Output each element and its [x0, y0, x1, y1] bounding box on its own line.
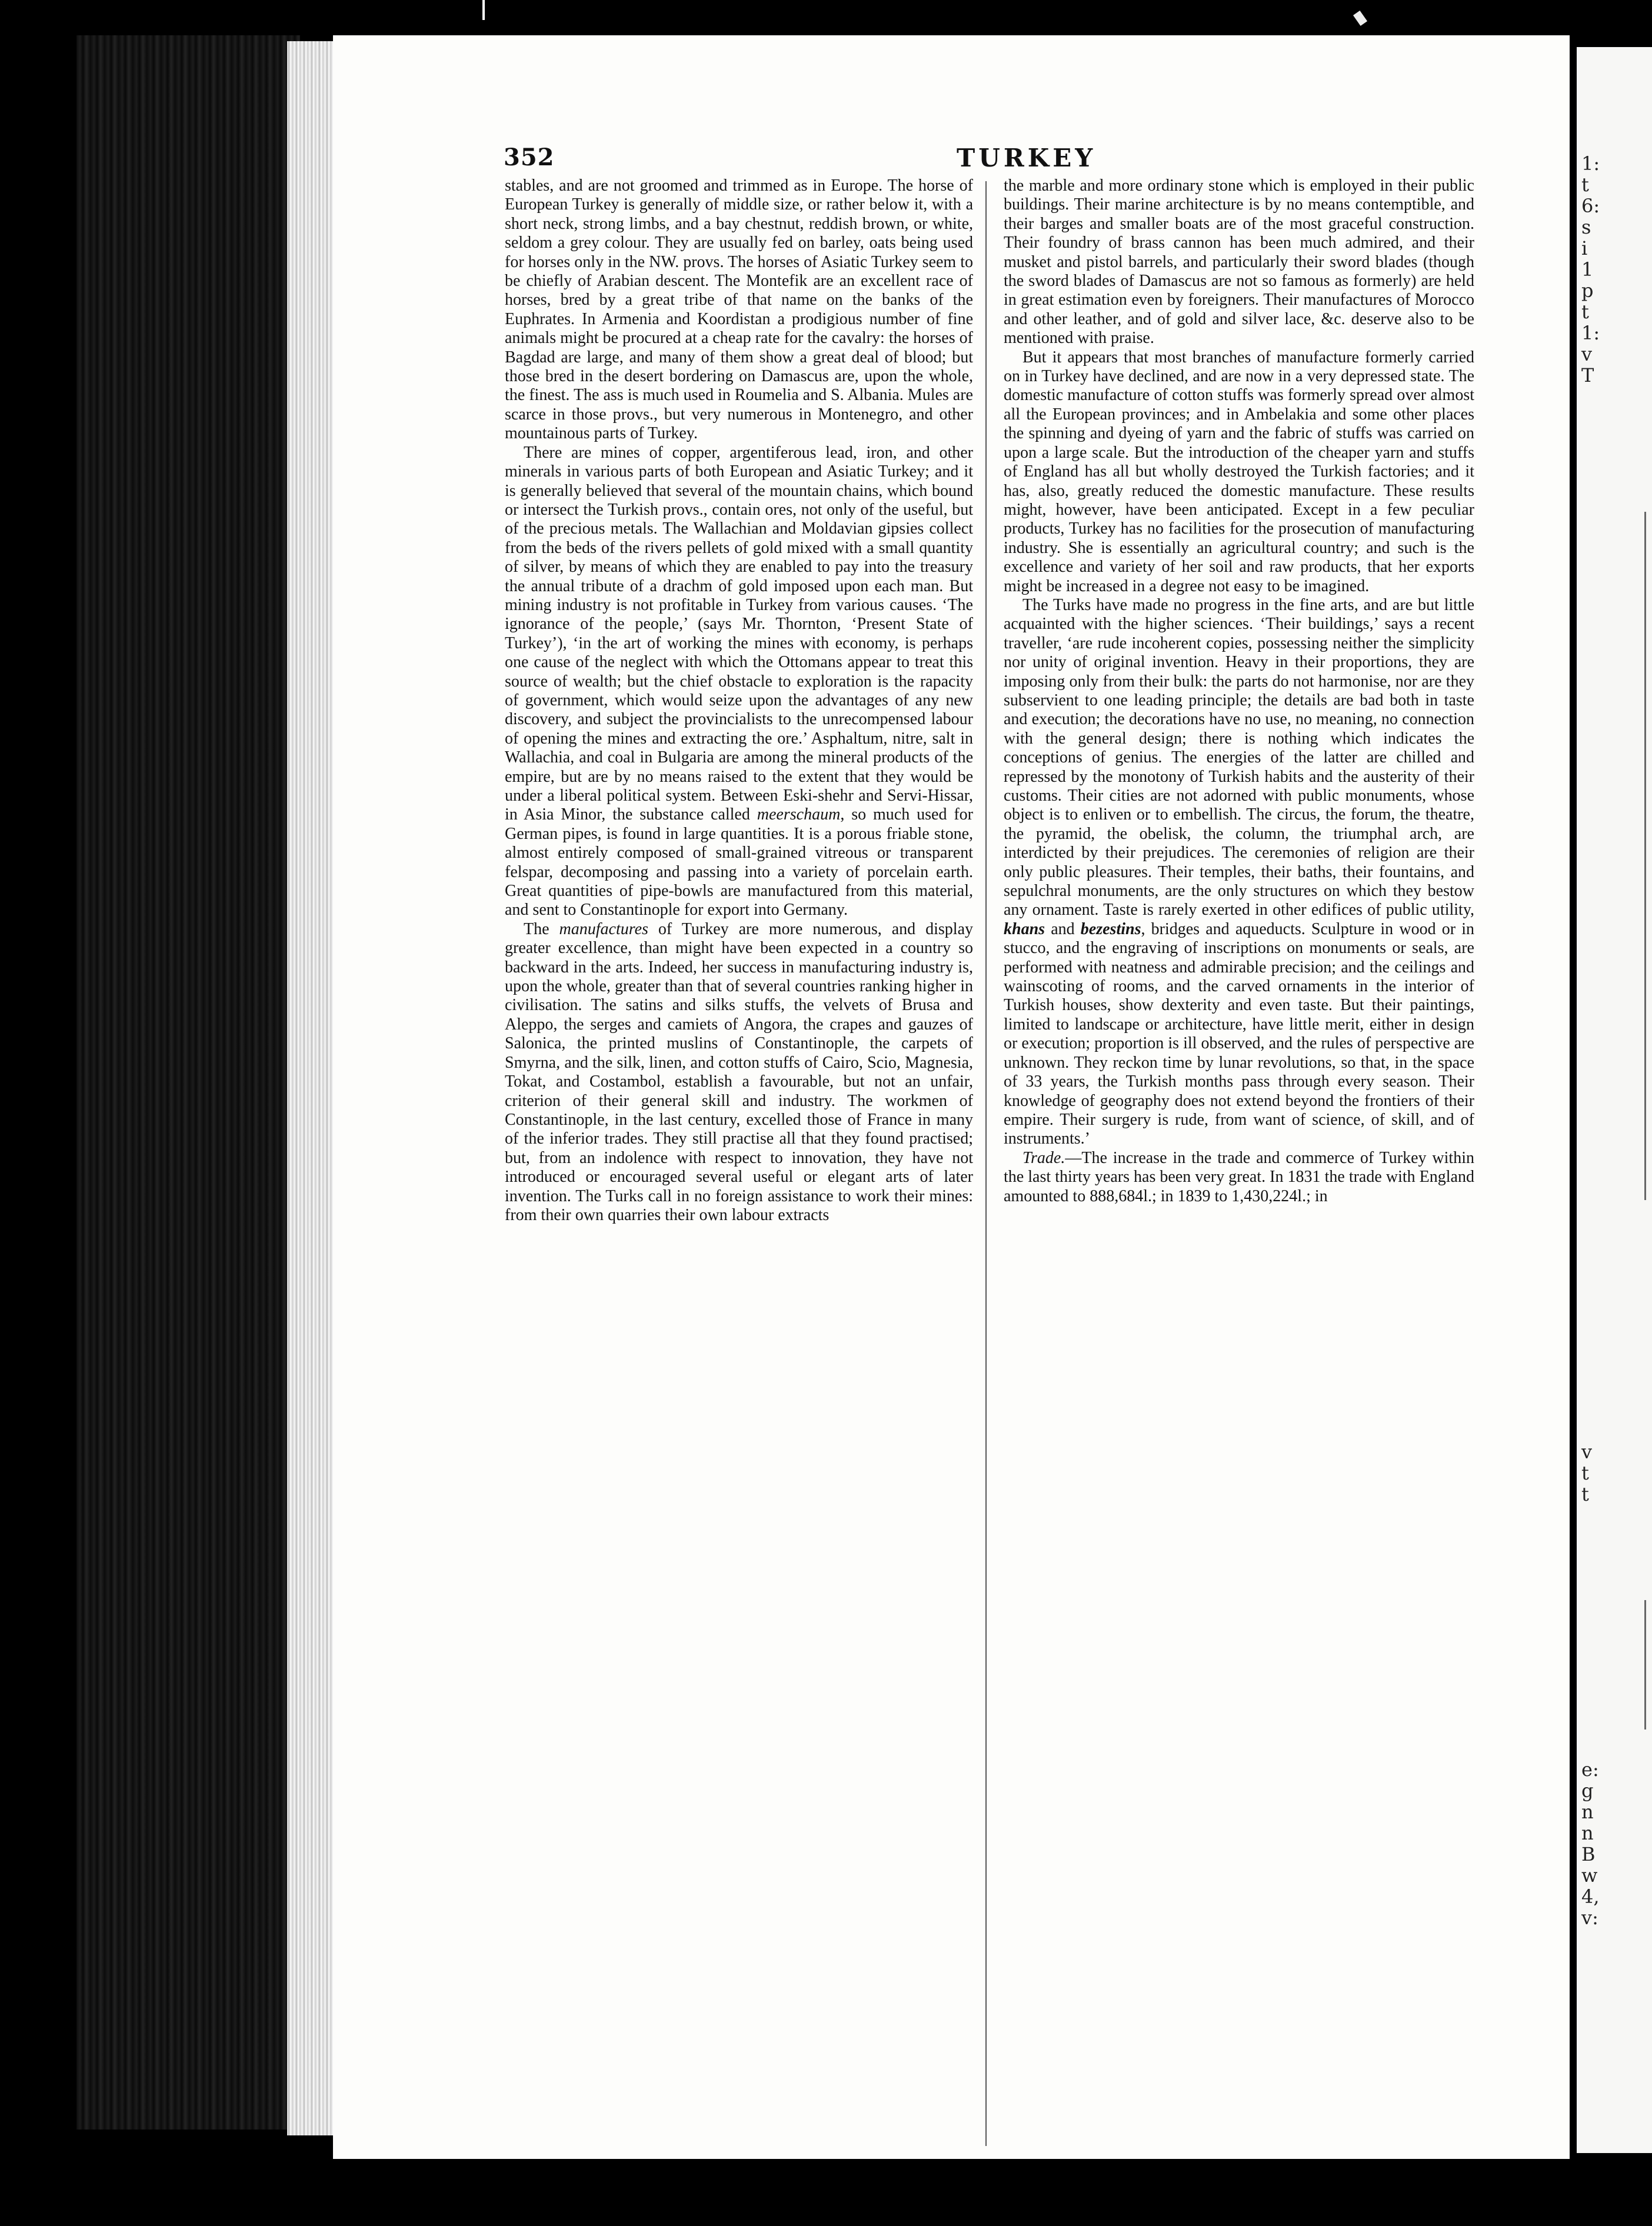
scan-artifact — [1353, 11, 1367, 26]
adjacent-fragments-bottom: e: g n n B w 4, v: — [1581, 1758, 1600, 1929]
section-lead: Trade. — [1022, 1148, 1065, 1167]
page-edges — [287, 41, 334, 2135]
page-number: 352 — [504, 144, 555, 171]
adjacent-fragments-top: 1: t 6: s i 1 p t 1: v T — [1581, 152, 1600, 386]
text-column-left — [505, 176, 973, 1225]
adjacent-fragments-mid: v t t — [1581, 1441, 1593, 1505]
paragraph: the marble and more ordinary stone which is employed in their public buildings. Their marine architecture is by no means contemptible, and their barges and smaller boats are of the most graceful construction. Their foundry of brass cannon has been much admired, and their musket and pistol barrels, and particularly their sword blades (though the sword blades of Damascus are not so famous as formerly) are held in great estimation even by foreigners. Their manufactures of Morocco and other leather, and of gold and silver lace, &c. deserve also to be mentioned with praise. — [1004, 176, 1474, 348]
italic-term: bezestins — [1080, 919, 1141, 938]
adjacent-page-rule — [1644, 1600, 1646, 1730]
italic-term: khans — [1004, 919, 1045, 938]
paragraph: stables, and are not groomed and trimmed as in Europe. The horse of European Turkey is generally of middle size, or rather below it, with a short neck, strong limbs, and a bay chestnut, reddish brown, or white, seldom a grey colour. They are usually fed on barley, oats being used for horses only in the NW. provs. The horses of Asiatic Turkey seem to be chiefly of Arabian descent. The Montefik are an excellent race of horses, bred by a great tribe of that name on the banks of the Euphrates. In Armenia and Koordistan a prodigious number of fine animals might be procured at a cheap rate for the cavalry: the horses of Bagdad are large, and many of them show a great deal of blood; but those bred in the desert bordering on Damascus are, upon the whole, the finest. The ass is much used in Roumelia and S. Albania. Mules are scarce in those provs., but very numerous in Montenegro, and other mountainous parts of Turkey. — [505, 176, 973, 443]
paragraph: But it appears that most branches of manufacture formerly carried on in Turkey have declined, and are now in a very depressed state. The domestic manufacture of cotton stuffs was formerly spread over almost all the European provinces; and in Ambelakia and some other places the spinning and dyeing of yarn and the fabric of stuffs was carried on upon a large scale. But the introduction of the cheaper yarn and stuffs of England has all but wholly destroyed the Turkish factories; and it has, also, greatly reduced the domestic manufacture. These results might, however, have been anticipated. Except in a few peculiar products, Turkey has no facilities for the prosecution of manufacturing industry. She is essentially an agricultural country; and such is the excellence and variety of her soil and raw products, that her exports might be increased in a degree not easy to be imagined. — [1004, 348, 1474, 595]
text-column-right — [1004, 176, 1474, 1206]
italic-term: meerschaum — [757, 805, 841, 824]
scan-artifact — [482, 0, 485, 20]
book-binding — [76, 35, 300, 2130]
column-divider — [985, 181, 987, 2146]
paragraph: Trade.—The increase in the trade and commerce of Turkey within the last thirty years has been very great. In 1831 the trade with England amounted to 888,684l.; in 1839 to 1,430,224l.; in — [1004, 1148, 1474, 1205]
italic-term: manufactures — [559, 919, 648, 938]
adjacent-page-edge — [1577, 47, 1652, 2153]
paragraph: There are mines of copper, argentiferous lead, iron, and other minerals in various parts of both European and Asiatic Turkey; and it is generally believed that several of the mountain chains, which bound or intersect the Turkish provs., contain ores, not only of the useful, but of the precious metals. The Wallachian and Moldavian gipsies collect from the beds of the rivers pellets of gold mixed with a small quantity of silver, by means of which they are enabled to pay into the treasury the annual tribute of a drachm of gold imposed upon each man. But mining industry is not profitable in Turkey from various causes. ‘The ignorance of the people,’ (says Mr. Thornton, ‘Present State of Turkey’), ‘in the art of working the mines with economy, is perhaps one cause of the neglect with which the Ottomans appear to treat this source of wealth; but the chief obstacle to exploration is the rapacity of government, which would seize upon the advantages of any new discovery, and subject the provincialists to the unrecompensed labour of opening the mines and extracting the ore.’ Asphaltum, nitre, salt in Wallachia, and coal in Bulgaria are among the mineral products of the empire, but are by no means raised to the extent that they would be under a liberal political system. Between Eski-shehr and Servi-Hissar, in Asia Minor, the substance called meerschaum, so much used for German pipes, is found in large quantities. It is a porous friable stone, almost entirely composed of small-grained vitreous or transparent felspar, decomposing and passing into a variety of porcelain earth. Great quantities of pipe-bowls are manufactured from this material, and sent to Constantinople for export into Germany. — [505, 443, 974, 919]
adjacent-page-rule — [1644, 512, 1646, 1200]
running-head: TURKEY — [957, 144, 1097, 172]
paragraph: The Turks have made no progress in the fine arts, and are but little acquainted with the higher sciences. ‘Their buildings,’ says a recent traveller, ‘are rude incoherent copies, possessing neither the simplicity nor unity of original invention. Heavy in their proportions, they are imposing only from their bulk: the parts do not harmonise, nor are they subservient to one leading principle; the details are bad both in taste and execution; the decorations have no use, no meaning, no connection with the general design; there is nothing which indicates the conceptions of genius. The energies of the latter are chilled and repressed by the monotony of Turkish habits and the austerity of their customs. Their cities are not adorned with public monuments, whose object is to enliven or to embellish. The circus, the forum, the theatre, the pyramid, the obelisk, the column, the triumphal arch, are interdicted by their prejudices. The ceremonies of religion are their only public pleasures. Their temples, their baths, their fountains, and sepulchral monuments, are the only structures on which they bestow any ornament. Taste is rarely exerted in other edifices of public utility, khans and bezestins, bridges and aqueducts. Sculpture in wood or in stucco, and the engraving of inscriptions on monuments or seals, are performed with neatness and admirable precision; and the ceilings and wainscoting of rooms, and the carved ornaments in the interior of Turkish houses, show dexterity and even taste. But their paintings, limited to landscape or architecture, have little merit, either in design or execution; proportion is ill observed, and the rules of perspective are unknown. They reckon time by lunar revolutions, so that, in the space of 33 years, the Turkish months pass through every season. Their knowledge of geography does not extend beyond the frontiers of their empire. Their surgery is rude, from want of science, of skill, and of instruments.’ — [1004, 595, 1474, 1148]
paragraph: The manufactures of Turkey are more numerous, and display greater excellence, than might have been expected in a country so backward in the arts. Indeed, her success in manufacturing industry is, upon the whole, greater than that of several countries ranking higher in civilisation. The satins and silks stuffs, the velvets of Brusa and Aleppo, the serges and camiets of Angora, the crapes and gauzes of Salonica, the printed muslins of Constantinople, the carpets of Smyrna, and the silk, linen, and cotton stuffs of Cairo, Scio, Magnesia, Tokat, and Costambol, establish a favourable, but not an unfair, criterion of their general skill and industry. The workmen of Constantinople, in the last century, excelled those of France in many of the inferior trades. They still practise all that they found practised; but, from an indolence with respect to innovation, they have not introduced or encouraged several useful or elegant arts of later invention. The Turks call in no foreign assistance to work their mines: from their own quarries their own labour extracts — [505, 919, 974, 1224]
page-header — [504, 144, 1504, 179]
